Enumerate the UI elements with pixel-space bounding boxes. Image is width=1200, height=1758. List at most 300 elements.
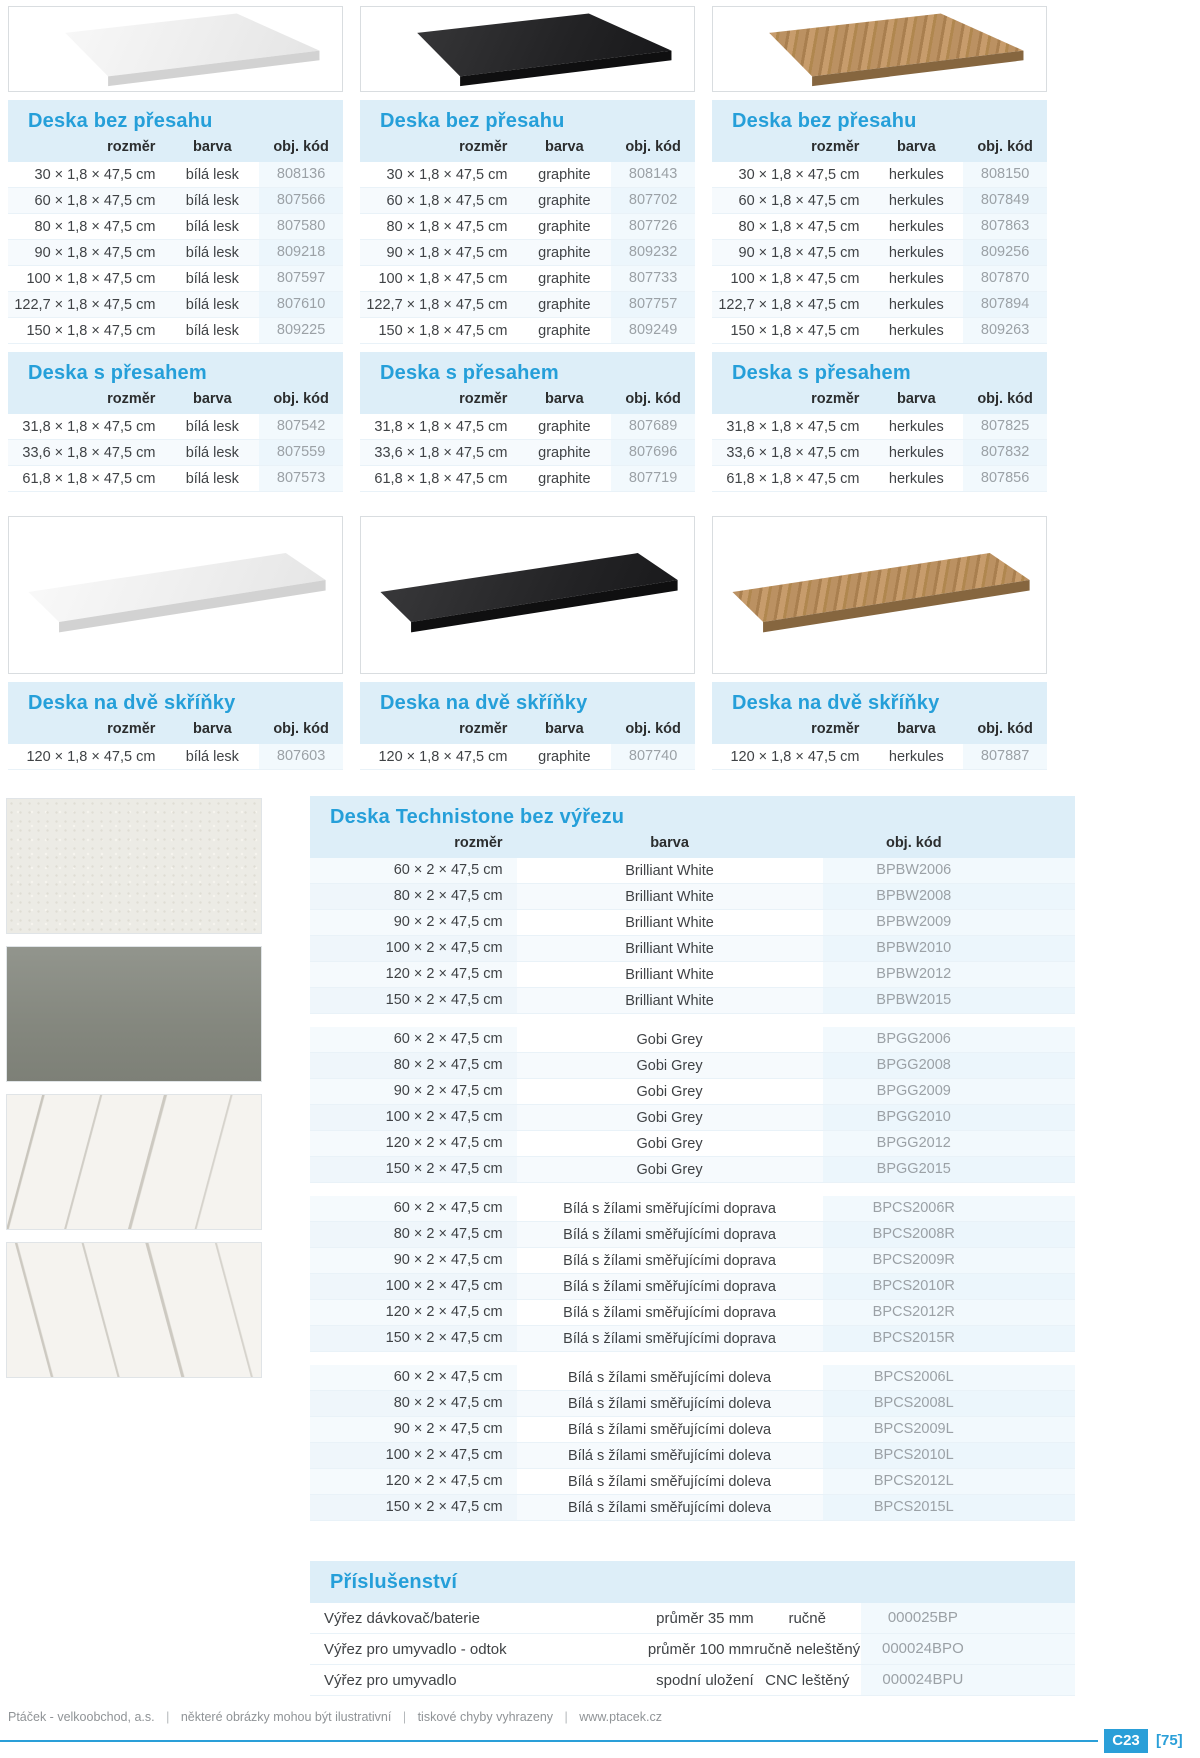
table-cell: 807542 xyxy=(259,414,343,439)
table-cell: 80 × 2 × 47,5 cm xyxy=(310,1391,517,1416)
table-cell: 807696 xyxy=(611,440,695,465)
section-title: Deska na dvě skříňky xyxy=(380,692,588,714)
table-cell: 90 × 1,8 × 47,5 cm xyxy=(738,244,860,261)
table-cell: BPCS2009L xyxy=(823,1417,1075,1442)
table-row xyxy=(8,440,343,466)
table-row xyxy=(712,318,1047,344)
column-header: barva xyxy=(650,835,689,851)
table-row xyxy=(310,1326,1075,1352)
table-cell: Bílá s žílami směřujícími doprava xyxy=(563,1330,776,1347)
table-cell: 807566 xyxy=(259,188,343,213)
footer-note-illustrative: některé obrázky mohou být ilustrativní xyxy=(180,1710,392,1724)
table-cell: Gobi Grey xyxy=(636,1135,703,1152)
table-row xyxy=(712,214,1047,240)
table-cell: 80 × 2 × 47,5 cm xyxy=(310,884,517,909)
table-cell: Bílá s žílami směřujícími doprava xyxy=(563,1278,776,1295)
table-cell: 90 × 2 × 47,5 cm xyxy=(310,1248,517,1273)
table-row xyxy=(360,440,695,466)
table-cell: Bílá s žílami směřujícími doleva xyxy=(568,1473,772,1490)
table-cell: Gobi Grey xyxy=(636,1083,703,1100)
table-cell: graphite xyxy=(538,748,591,765)
table-row xyxy=(310,1274,1075,1300)
table-cell: Brilliant White xyxy=(625,940,714,957)
table-cell: 100 × 2 × 47,5 cm xyxy=(310,1105,517,1130)
top-product-grid xyxy=(8,6,1045,770)
table-cell: bílá lesk xyxy=(185,192,239,209)
table-cell: herkules xyxy=(888,218,944,235)
table-header-row xyxy=(8,388,343,414)
table-cell: CNC leštěný xyxy=(765,1671,850,1689)
table-cell: 120 × 2 × 47,5 cm xyxy=(310,962,517,987)
table-cell: herkules xyxy=(888,270,944,287)
section-title: Deska Technistone bez výřezu xyxy=(330,806,625,828)
table-header-row xyxy=(8,718,343,744)
section-title: Deska s přesahem xyxy=(28,362,207,384)
table-cell: 60 × 1,8 × 47,5 cm xyxy=(386,192,508,209)
column-header: obj. kód xyxy=(625,391,681,407)
white-marble-veins-left-texture xyxy=(6,1242,262,1378)
table-cell: 90 × 1,8 × 47,5 cm xyxy=(34,244,156,261)
footer-rule xyxy=(0,1740,1098,1742)
table-cell: bílá lesk xyxy=(185,322,239,339)
table-cell: 31,8 × 1,8 × 47,5 cm xyxy=(374,418,508,435)
column-header: rozměr xyxy=(811,139,860,155)
section-deska-s-presahem xyxy=(8,352,343,492)
table-cell: 80 × 1,8 × 47,5 cm xyxy=(386,218,508,235)
table-cell: graphite xyxy=(538,166,591,183)
table-cell: 80 × 1,8 × 47,5 cm xyxy=(34,218,156,235)
table-cell: herkules xyxy=(888,166,944,183)
table-cell: 120 × 1,8 × 47,5 cm xyxy=(26,748,156,765)
table-row xyxy=(310,1196,1075,1222)
table-row xyxy=(8,240,343,266)
table-cell: Bílá s žílami směřujícími doprava xyxy=(563,1252,776,1269)
table-cell: 809218 xyxy=(259,240,343,265)
footer-separator: | xyxy=(166,1710,170,1724)
table-cell: 61,8 × 1,8 × 47,5 cm xyxy=(726,470,860,487)
column-header: obj. kód xyxy=(625,139,681,155)
table-cell: 60 × 2 × 47,5 cm xyxy=(310,1027,517,1052)
table-cell: graphite xyxy=(538,470,591,487)
table-cell: Bílá s žílami směřujícími doleva xyxy=(568,1447,772,1464)
table-body xyxy=(360,162,695,344)
table-cell: 80 × 2 × 47,5 cm xyxy=(310,1222,517,1247)
section-title: Deska na dvě skříňky xyxy=(28,692,236,714)
table-cell: BPGG2006 xyxy=(823,1027,1075,1052)
column-header: barva xyxy=(544,391,584,407)
table-cell: graphite xyxy=(538,218,591,235)
table-cell: BPGG2012 xyxy=(823,1131,1075,1156)
table-row xyxy=(310,1053,1075,1079)
column-header: rozměr xyxy=(107,139,156,155)
table-cell: 122,7 × 1,8 × 47,5 cm xyxy=(366,296,508,313)
table-cell: BPCS2012R xyxy=(823,1300,1075,1325)
product-photo-frame xyxy=(712,6,1047,92)
table-body xyxy=(310,1603,1075,1696)
table-cell: 61,8 × 1,8 × 47,5 cm xyxy=(374,470,508,487)
table-row xyxy=(310,910,1075,936)
herkules-wood-countertop-photo xyxy=(713,7,1046,91)
table-cell: 120 × 2 × 47,5 cm xyxy=(310,1300,517,1325)
table-row xyxy=(712,240,1047,266)
table-cell: 120 × 2 × 47,5 cm xyxy=(310,1469,517,1494)
table-cell: herkules xyxy=(888,192,944,209)
table-cell: BPCS2009R xyxy=(823,1248,1075,1273)
table-row xyxy=(360,266,695,292)
table-row xyxy=(310,1027,1075,1053)
table-cell: graphite xyxy=(538,192,591,209)
product-photo-frame xyxy=(360,516,695,674)
table-cell: graphite xyxy=(538,418,591,435)
table-row xyxy=(8,162,343,188)
table-cell: Bílá s žílami směřujícími doleva xyxy=(568,1421,772,1438)
table-cell: 000025BP xyxy=(861,1603,1075,1633)
table-body xyxy=(8,744,343,770)
column-header: rozměr xyxy=(811,391,860,407)
table-cell: BPCS2012L xyxy=(823,1469,1075,1494)
product-column-bila-lesk xyxy=(8,6,343,770)
table-cell: BPBW2009 xyxy=(823,910,1075,935)
table-cell: graphite xyxy=(538,444,591,461)
column-header: rozměr xyxy=(811,721,860,737)
table-cell: 807573 xyxy=(259,466,343,491)
product-photo-frame xyxy=(360,6,695,92)
table-cell: bílá lesk xyxy=(185,748,239,765)
table-row xyxy=(310,936,1075,962)
section-title: Příslušenství xyxy=(330,1571,458,1593)
table-cell: 807825 xyxy=(963,414,1047,439)
table-row xyxy=(360,292,695,318)
table-cell: Výřez pro umyvadlo - odtok xyxy=(324,1640,507,1658)
table-row xyxy=(310,1365,1075,1391)
table-row xyxy=(360,466,695,492)
table-row xyxy=(8,744,343,770)
table-cell: 807597 xyxy=(259,266,343,291)
table-cell: ručně neleštěný xyxy=(754,1640,861,1658)
table-cell: 807863 xyxy=(963,214,1047,239)
table-cell: 60 × 2 × 47,5 cm xyxy=(310,858,517,883)
column-header: obj. kód xyxy=(625,721,681,737)
table-body xyxy=(360,414,695,492)
table-cell: 807559 xyxy=(259,440,343,465)
table-cell: bílá lesk xyxy=(185,418,239,435)
table-row xyxy=(310,1105,1075,1131)
table-row xyxy=(310,988,1075,1014)
table-cell: 90 × 2 × 47,5 cm xyxy=(310,1417,517,1442)
table-cell: graphite xyxy=(538,322,591,339)
table-cell: 150 × 1,8 × 47,5 cm xyxy=(26,322,156,339)
table-row xyxy=(712,162,1047,188)
table-row xyxy=(360,414,695,440)
column-header: barva xyxy=(544,139,584,155)
table-row xyxy=(8,414,343,440)
column-header: obj. kód xyxy=(273,391,329,407)
table-row xyxy=(8,466,343,492)
table-cell: Bílá s žílami směřujícími doleva xyxy=(568,1395,772,1412)
table-cell: graphite xyxy=(538,270,591,287)
brilliant-white-texture xyxy=(6,798,262,934)
table-cell: 90 × 2 × 47,5 cm xyxy=(310,910,517,935)
table-cell: BPBW2015 xyxy=(823,988,1075,1013)
column-header: barva xyxy=(896,139,936,155)
table-row xyxy=(8,318,343,344)
table-cell: Výřez pro umyvadlo xyxy=(324,1671,457,1689)
table-cell: 807580 xyxy=(259,214,343,239)
table-body xyxy=(712,162,1047,344)
table-cell: Bílá s žílami směřujícími doprava xyxy=(563,1226,776,1243)
table-cell: 100 × 2 × 47,5 cm xyxy=(310,936,517,961)
table-cell: Brilliant White xyxy=(625,992,714,1009)
table-cell: 33,6 × 1,8 × 47,5 cm xyxy=(22,444,156,461)
section-deska-na-dve-skrinky xyxy=(8,682,343,770)
column-header: obj. kód xyxy=(273,139,329,155)
table-cell: 807757 xyxy=(611,292,695,317)
column-header: barva xyxy=(896,391,936,407)
table-cell: BPBW2006 xyxy=(823,858,1075,883)
table-row xyxy=(360,318,695,344)
table-cell: BPCS2010R xyxy=(823,1274,1075,1299)
table-cell: herkules xyxy=(888,444,944,461)
column-header: rozměr xyxy=(459,139,508,155)
table-cell: 809225 xyxy=(259,318,343,343)
table-row xyxy=(310,962,1075,988)
table-row xyxy=(8,266,343,292)
table-cell: 807849 xyxy=(963,188,1047,213)
table-cell: Brilliant White xyxy=(625,914,714,931)
table-row xyxy=(712,466,1047,492)
gobi-grey-texture xyxy=(6,946,262,1082)
table-cell: 809249 xyxy=(611,318,695,343)
table-cell: bílá lesk xyxy=(185,296,239,313)
table-cell: 120 × 2 × 47,5 cm xyxy=(310,1131,517,1156)
section-accessories xyxy=(310,1561,1075,1696)
table-cell: BPGG2009 xyxy=(823,1079,1075,1104)
product-photo-frame xyxy=(8,516,343,674)
graphite-long-countertop-photo xyxy=(361,517,694,673)
table-cell: herkules xyxy=(888,470,944,487)
column-header: barva xyxy=(896,721,936,737)
table-row xyxy=(360,744,695,770)
table-cell: 30 × 1,8 × 47,5 cm xyxy=(738,166,860,183)
table-cell: Gobi Grey xyxy=(636,1109,703,1126)
column-header: barva xyxy=(192,391,232,407)
table-cell: 100 × 1,8 × 47,5 cm xyxy=(378,270,508,287)
table-cell: bílá lesk xyxy=(185,270,239,287)
page-footer xyxy=(0,1704,1200,1758)
section-deska-s-presahem xyxy=(360,352,695,492)
table-cell: 807689 xyxy=(611,414,695,439)
table-cell: 807603 xyxy=(259,744,343,769)
table-row xyxy=(310,1222,1075,1248)
graphite-countertop-photo xyxy=(361,7,694,91)
table-cell: bílá lesk xyxy=(185,218,239,235)
product-photo-frame xyxy=(712,516,1047,674)
table-header-row xyxy=(712,388,1047,414)
table-cell: 33,6 × 1,8 × 47,5 cm xyxy=(374,444,508,461)
section-code-badge: C23 xyxy=(1104,1729,1148,1753)
table-cell: 90 × 1,8 × 47,5 cm xyxy=(386,244,508,261)
table-body-veins-right xyxy=(310,1196,1075,1352)
texture-swatch-column xyxy=(6,796,262,1521)
table-cell: BPBW2008 xyxy=(823,884,1075,909)
section-title: Deska bez přesahu xyxy=(28,110,213,132)
section-title: Deska s přesahem xyxy=(380,362,559,384)
table-cell: BPCS2006L xyxy=(823,1365,1075,1390)
table-cell: BPGG2015 xyxy=(823,1157,1075,1182)
section-deska-na-dve-skrinky xyxy=(712,682,1047,770)
table-header-row xyxy=(360,136,695,162)
column-header: barva xyxy=(544,721,584,737)
section-deska-bez-presahu xyxy=(712,100,1047,344)
table-row xyxy=(360,162,695,188)
table-cell: 807856 xyxy=(963,466,1047,491)
table-cell: 807887 xyxy=(963,744,1047,769)
table-cell: graphite xyxy=(538,244,591,261)
column-header: rozměr xyxy=(107,391,156,407)
column-header: obj. kód xyxy=(977,391,1033,407)
table-row xyxy=(8,214,343,240)
table-cell: herkules xyxy=(888,322,944,339)
table-cell: 60 × 1,8 × 47,5 cm xyxy=(738,192,860,209)
section-title: Deska na dvě skříňky xyxy=(732,692,940,714)
table-cell: BPCS2008R xyxy=(823,1222,1075,1247)
table-row xyxy=(712,744,1047,770)
table-row xyxy=(310,1300,1075,1326)
table-cell: 30 × 1,8 × 47,5 cm xyxy=(386,166,508,183)
table-cell: 31,8 × 1,8 × 47,5 cm xyxy=(22,418,156,435)
table-cell: 30 × 1,8 × 47,5 cm xyxy=(34,166,156,183)
table-cell: 807610 xyxy=(259,292,343,317)
section-title: Deska bez přesahu xyxy=(380,110,565,132)
table-cell: 808150 xyxy=(963,162,1047,187)
table-row xyxy=(310,1248,1075,1274)
table-cell: 809256 xyxy=(963,240,1047,265)
table-row xyxy=(712,440,1047,466)
table-cell: 61,8 × 1,8 × 47,5 cm xyxy=(22,470,156,487)
page-number: [75] xyxy=(1156,1732,1183,1749)
footer-note-errors: tiskové chyby vyhrazeny xyxy=(417,1710,554,1724)
table-cell: 60 × 2 × 47,5 cm xyxy=(310,1196,517,1221)
table-cell: herkules xyxy=(888,418,944,435)
table-row xyxy=(310,1603,1075,1634)
table-row xyxy=(8,292,343,318)
table-cell: 80 × 1,8 × 47,5 cm xyxy=(738,218,860,235)
table-cell: 807740 xyxy=(611,744,695,769)
table-cell: 807894 xyxy=(963,292,1047,317)
white-gloss-countertop-photo xyxy=(9,7,342,91)
table-cell: 150 × 2 × 47,5 cm xyxy=(310,1326,517,1351)
table-cell: BPGG2010 xyxy=(823,1105,1075,1130)
table-cell: 90 × 2 × 47,5 cm xyxy=(310,1079,517,1104)
section-deska-bez-presahu xyxy=(8,100,343,344)
table-row xyxy=(310,1634,1075,1665)
table-header-row xyxy=(360,718,695,744)
table-row xyxy=(712,292,1047,318)
table-cell: 100 × 2 × 47,5 cm xyxy=(310,1274,517,1299)
table-cell: 000024BPO xyxy=(861,1634,1075,1664)
section-title: Deska s přesahem xyxy=(732,362,911,384)
table-cell: 808136 xyxy=(259,162,343,187)
table-cell: bílá lesk xyxy=(185,244,239,261)
table-header-row xyxy=(712,718,1047,744)
table-row xyxy=(310,1443,1075,1469)
table-cell: 122,7 × 1,8 × 47,5 cm xyxy=(718,296,860,313)
table-cell: 807702 xyxy=(611,188,695,213)
table-cell: spodní uložení xyxy=(656,1671,754,1689)
column-header: barva xyxy=(192,139,232,155)
table-cell: BPCS2008L xyxy=(823,1391,1075,1416)
table-body xyxy=(712,744,1047,770)
product-photo-frame xyxy=(8,6,343,92)
table-row xyxy=(360,214,695,240)
table-cell: Bílá s žílami směřujícími doleva xyxy=(568,1499,772,1516)
table-cell: 60 × 2 × 47,5 cm xyxy=(310,1365,517,1390)
table-row xyxy=(310,1391,1075,1417)
table-row xyxy=(360,240,695,266)
table-cell: 000024BPU xyxy=(861,1665,1075,1695)
table-cell: Výřez dávkovač/baterie xyxy=(324,1609,480,1627)
section-deska-bez-presahu xyxy=(360,100,695,344)
table-cell: 807733 xyxy=(611,266,695,291)
table-cell: 809263 xyxy=(963,318,1047,343)
table-cell: ručně xyxy=(788,1609,826,1627)
table-cell: bílá lesk xyxy=(185,444,239,461)
table-cell: 31,8 × 1,8 × 47,5 cm xyxy=(726,418,860,435)
table-row xyxy=(310,1495,1075,1521)
table-row xyxy=(310,1157,1075,1183)
footer-separator: | xyxy=(564,1710,568,1724)
table-row xyxy=(310,1417,1075,1443)
table-cell: Gobi Grey xyxy=(636,1161,703,1178)
table-cell: 807870 xyxy=(963,266,1047,291)
table-row xyxy=(310,858,1075,884)
table-cell: Bílá s žílami směřujícími doprava xyxy=(563,1200,776,1217)
section-deska-na-dve-skrinky xyxy=(360,682,695,770)
table-cell: 150 × 2 × 47,5 cm xyxy=(310,1495,517,1520)
table-cell: BPCS2015R xyxy=(823,1326,1075,1351)
section-deska-s-presahem xyxy=(712,352,1047,492)
product-column-graphite xyxy=(360,6,695,770)
table-cell: herkules xyxy=(888,244,944,261)
table-cell: 807832 xyxy=(963,440,1047,465)
table-row xyxy=(360,188,695,214)
table-body xyxy=(8,414,343,492)
footer-url: www.ptacek.cz xyxy=(579,1710,662,1724)
table-cell: BPBW2010 xyxy=(823,936,1075,961)
table-row xyxy=(310,1469,1075,1495)
table-cell: BPCS2015L xyxy=(823,1495,1075,1520)
table-row xyxy=(8,188,343,214)
column-header: rozměr xyxy=(107,721,156,737)
table-header-row xyxy=(360,388,695,414)
table-cell: Brilliant White xyxy=(625,888,714,905)
table-cell: 100 × 1,8 × 47,5 cm xyxy=(730,270,860,287)
table-cell: Bílá s žílami směřujícími doleva xyxy=(568,1369,772,1386)
table-row xyxy=(310,884,1075,910)
table-cell: graphite xyxy=(538,296,591,313)
table-cell: 120 × 1,8 × 47,5 cm xyxy=(378,748,508,765)
table-header-row xyxy=(8,136,343,162)
table-row xyxy=(712,414,1047,440)
table-cell: BPCS2010L xyxy=(823,1443,1075,1468)
table-cell: bílá lesk xyxy=(185,166,239,183)
table-body-gobi-grey xyxy=(310,1027,1075,1183)
herkules-wood-long-countertop-photo xyxy=(713,517,1046,673)
table-cell: 807726 xyxy=(611,214,695,239)
table-body xyxy=(712,414,1047,492)
column-header: rozměr xyxy=(454,835,503,851)
column-header: barva xyxy=(192,721,232,737)
